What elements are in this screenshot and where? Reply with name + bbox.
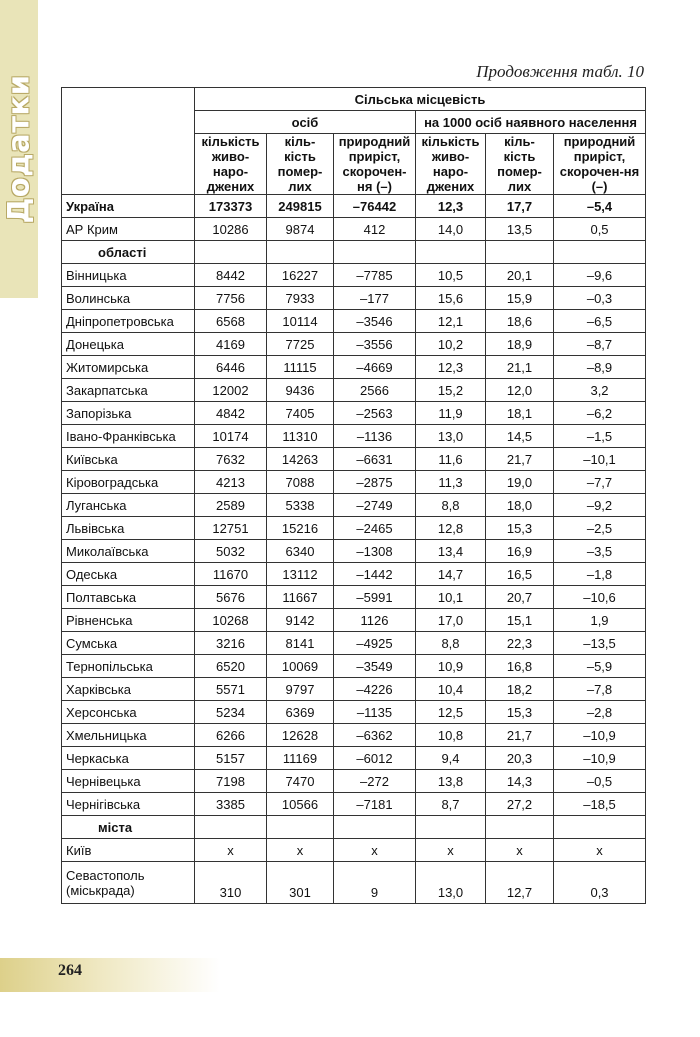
- region-name: Чернівецька: [62, 770, 195, 793]
- value-cell: 12,1: [416, 310, 486, 333]
- value-cell: –9,6: [554, 264, 646, 287]
- value-cell: 173373: [195, 195, 267, 218]
- value-cell: 13,5: [486, 218, 554, 241]
- value-cell: –4925: [334, 632, 416, 655]
- value-cell: 9797: [267, 678, 334, 701]
- value-cell: 8,8: [416, 494, 486, 517]
- value-cell: 1,9: [554, 609, 646, 632]
- region-name: Севастополь (міськрада): [62, 862, 195, 904]
- table-row: [62, 770, 646, 793]
- value-cell: 12,3: [416, 356, 486, 379]
- value-cell: 10,5: [416, 264, 486, 287]
- value-cell: 412: [334, 218, 416, 241]
- header-col-natural-growth: природний приріст, скорочен-ня (–): [334, 134, 416, 195]
- value-cell: [486, 241, 554, 264]
- table-row: [62, 563, 646, 586]
- value-cell: х: [486, 839, 554, 862]
- value-cell: –177: [334, 287, 416, 310]
- region-name: Запорізька: [62, 402, 195, 425]
- value-cell: –13,5: [554, 632, 646, 655]
- value-cell: 12,3: [416, 195, 486, 218]
- value-cell: –7,8: [554, 678, 646, 701]
- value-cell: 10286: [195, 218, 267, 241]
- value-cell: 8,8: [416, 632, 486, 655]
- page-number: 264: [58, 962, 82, 979]
- value-cell: 18,6: [486, 310, 554, 333]
- value-cell: 19,0: [486, 471, 554, 494]
- table-row: [62, 655, 646, 678]
- value-cell: –3,5: [554, 540, 646, 563]
- value-cell: –1136: [334, 425, 416, 448]
- table-row: [62, 333, 646, 356]
- value-cell: 11115: [267, 356, 334, 379]
- value-cell: 7470: [267, 770, 334, 793]
- header-per-1000: на 1000 осіб наявного населення: [416, 111, 646, 134]
- table-row: [62, 471, 646, 494]
- value-cell: 9: [334, 862, 416, 904]
- value-cell: 20,7: [486, 586, 554, 609]
- value-cell: –1442: [334, 563, 416, 586]
- region-name: Сумська: [62, 632, 195, 655]
- table-row: [62, 448, 646, 471]
- value-cell: [416, 241, 486, 264]
- value-cell: –2,5: [554, 517, 646, 540]
- value-cell: 12628: [267, 724, 334, 747]
- header-col-deaths: кіль-кість помер-лих: [267, 134, 334, 195]
- region-name: АР Крим: [62, 218, 195, 241]
- header-blank-cell: [62, 88, 195, 195]
- value-cell: 10,8: [416, 724, 486, 747]
- value-cell: 310: [195, 862, 267, 904]
- region-name: Миколаївська: [62, 540, 195, 563]
- header-col-natural-growth-rate: природний приріст, скорочен-ня (–): [554, 134, 646, 195]
- value-cell: 0,3: [554, 862, 646, 904]
- value-cell: 7632: [195, 448, 267, 471]
- value-cell: х: [416, 839, 486, 862]
- header-persons: осіб: [195, 111, 416, 134]
- region-name: Харківська: [62, 678, 195, 701]
- value-cell: х: [554, 839, 646, 862]
- value-cell: 2589: [195, 494, 267, 517]
- value-cell: 4842: [195, 402, 267, 425]
- value-cell: 11310: [267, 425, 334, 448]
- region-name: Житомирська: [62, 356, 195, 379]
- value-cell: 12751: [195, 517, 267, 540]
- value-cell: 15,3: [486, 517, 554, 540]
- value-cell: 6568: [195, 310, 267, 333]
- value-cell: 11,9: [416, 402, 486, 425]
- value-cell: 13,0: [416, 862, 486, 904]
- side-section-title: [0, 0, 38, 298]
- value-cell: [554, 816, 646, 839]
- value-cell: –272: [334, 770, 416, 793]
- value-cell: 15,1: [486, 609, 554, 632]
- value-cell: 4169: [195, 333, 267, 356]
- value-cell: 14263: [267, 448, 334, 471]
- region-name: Тернопільська: [62, 655, 195, 678]
- value-cell: 8,7: [416, 793, 486, 816]
- table-row: [62, 747, 646, 770]
- value-cell: [416, 816, 486, 839]
- value-cell: 14,0: [416, 218, 486, 241]
- value-cell: 11667: [267, 586, 334, 609]
- value-cell: 27,2: [486, 793, 554, 816]
- value-cell: 7198: [195, 770, 267, 793]
- value-cell: 7405: [267, 402, 334, 425]
- region-name: Київ: [62, 839, 195, 862]
- value-cell: [554, 241, 646, 264]
- group-label: області: [62, 241, 195, 264]
- header-col-births-rate: кількість живо-наро-джених: [416, 134, 486, 195]
- value-cell: 15,3: [486, 701, 554, 724]
- value-cell: 12,8: [416, 517, 486, 540]
- value-cell: 7756: [195, 287, 267, 310]
- value-cell: –2465: [334, 517, 416, 540]
- value-cell: 5338: [267, 494, 334, 517]
- value-cell: 16227: [267, 264, 334, 287]
- value-cell: –2875: [334, 471, 416, 494]
- region-name: Херсонська: [62, 701, 195, 724]
- value-cell: 9142: [267, 609, 334, 632]
- table-row: [62, 195, 646, 218]
- value-cell: 10114: [267, 310, 334, 333]
- value-cell: 11,6: [416, 448, 486, 471]
- value-cell: 20,1: [486, 264, 554, 287]
- value-cell: 18,1: [486, 402, 554, 425]
- value-cell: 21,1: [486, 356, 554, 379]
- table-row: [62, 793, 646, 816]
- value-cell: [267, 816, 334, 839]
- value-cell: 17,7: [486, 195, 554, 218]
- table-row: [62, 586, 646, 609]
- table-caption: Продовження табл. 10: [476, 62, 644, 81]
- value-cell: 11169: [267, 747, 334, 770]
- value-cell: х: [195, 839, 267, 862]
- value-cell: [195, 816, 267, 839]
- value-cell: 16,9: [486, 540, 554, 563]
- value-cell: –3549: [334, 655, 416, 678]
- table-row: [62, 287, 646, 310]
- value-cell: х: [334, 839, 416, 862]
- value-cell: 8141: [267, 632, 334, 655]
- value-cell: 8442: [195, 264, 267, 287]
- table-row: [62, 494, 646, 517]
- value-cell: –1,5: [554, 425, 646, 448]
- region-name: Луганська: [62, 494, 195, 517]
- region-name: Волинська: [62, 287, 195, 310]
- value-cell: 22,3: [486, 632, 554, 655]
- value-cell: 10566: [267, 793, 334, 816]
- value-cell: 15,2: [416, 379, 486, 402]
- value-cell: –10,6: [554, 586, 646, 609]
- value-cell: 10268: [195, 609, 267, 632]
- value-cell: 7933: [267, 287, 334, 310]
- value-cell: –76442: [334, 195, 416, 218]
- value-cell: 10174: [195, 425, 267, 448]
- value-cell: –6,2: [554, 402, 646, 425]
- value-cell: [486, 816, 554, 839]
- value-cell: –8,9: [554, 356, 646, 379]
- value-cell: 13,8: [416, 770, 486, 793]
- value-cell: 12,5: [416, 701, 486, 724]
- data-table: [61, 87, 646, 904]
- value-cell: –10,9: [554, 747, 646, 770]
- table-body: [62, 195, 646, 904]
- table-row: [62, 218, 646, 241]
- value-cell: 2566: [334, 379, 416, 402]
- value-cell: [267, 241, 334, 264]
- value-cell: 14,3: [486, 770, 554, 793]
- value-cell: 18,2: [486, 678, 554, 701]
- value-cell: 5234: [195, 701, 267, 724]
- table-row: [62, 839, 646, 862]
- value-cell: 18,0: [486, 494, 554, 517]
- value-cell: 5676: [195, 586, 267, 609]
- value-cell: 15216: [267, 517, 334, 540]
- table-row: [62, 241, 646, 264]
- value-cell: 18,9: [486, 333, 554, 356]
- value-cell: 10,2: [416, 333, 486, 356]
- region-name: Кіровоградська: [62, 471, 195, 494]
- table-row: [62, 724, 646, 747]
- region-name: Київська: [62, 448, 195, 471]
- table-row: [62, 310, 646, 333]
- table-row: [62, 264, 646, 287]
- value-cell: 5157: [195, 747, 267, 770]
- value-cell: 9436: [267, 379, 334, 402]
- value-cell: 6446: [195, 356, 267, 379]
- value-cell: х: [267, 839, 334, 862]
- value-cell: 21,7: [486, 724, 554, 747]
- header-rural: Сільська місцевість: [195, 88, 646, 111]
- value-cell: –8,7: [554, 333, 646, 356]
- value-cell: 13,4: [416, 540, 486, 563]
- table-row: [62, 862, 646, 904]
- group-label: міста: [62, 816, 195, 839]
- value-cell: 9874: [267, 218, 334, 241]
- region-name: Полтавська: [62, 586, 195, 609]
- value-cell: –10,1: [554, 448, 646, 471]
- table-row: [62, 402, 646, 425]
- value-cell: –3546: [334, 310, 416, 333]
- value-cell: 12,7: [486, 862, 554, 904]
- value-cell: –2563: [334, 402, 416, 425]
- value-cell: –0,5: [554, 770, 646, 793]
- value-cell: 3385: [195, 793, 267, 816]
- value-cell: –2,8: [554, 701, 646, 724]
- region-name: Хмельницька: [62, 724, 195, 747]
- value-cell: –1,8: [554, 563, 646, 586]
- value-cell: 13,0: [416, 425, 486, 448]
- side-section-title-text: Додатки: [2, 74, 36, 224]
- value-cell: –7785: [334, 264, 416, 287]
- value-cell: 6340: [267, 540, 334, 563]
- value-cell: –3556: [334, 333, 416, 356]
- value-cell: 10,1: [416, 586, 486, 609]
- region-name: Одеська: [62, 563, 195, 586]
- value-cell: –9,2: [554, 494, 646, 517]
- value-cell: 6369: [267, 701, 334, 724]
- region-name: Рівненська: [62, 609, 195, 632]
- value-cell: –5991: [334, 586, 416, 609]
- value-cell: [334, 241, 416, 264]
- value-cell: –7,7: [554, 471, 646, 494]
- value-cell: –6,5: [554, 310, 646, 333]
- value-cell: –10,9: [554, 724, 646, 747]
- region-name: Івано-Франківська: [62, 425, 195, 448]
- value-cell: 10069: [267, 655, 334, 678]
- region-name: Львівська: [62, 517, 195, 540]
- value-cell: 11670: [195, 563, 267, 586]
- table-row: [62, 356, 646, 379]
- value-cell: 21,7: [486, 448, 554, 471]
- table-row: [62, 425, 646, 448]
- value-cell: 301: [267, 862, 334, 904]
- value-cell: [195, 241, 267, 264]
- value-cell: 16,8: [486, 655, 554, 678]
- value-cell: 13112: [267, 563, 334, 586]
- value-cell: –18,5: [554, 793, 646, 816]
- value-cell: –6362: [334, 724, 416, 747]
- region-name: Черкаська: [62, 747, 195, 770]
- value-cell: 6266: [195, 724, 267, 747]
- table-row: [62, 379, 646, 402]
- value-cell: 10,4: [416, 678, 486, 701]
- table-row: [62, 517, 646, 540]
- value-cell: 249815: [267, 195, 334, 218]
- value-cell: 20,3: [486, 747, 554, 770]
- value-cell: 6520: [195, 655, 267, 678]
- value-cell: –1135: [334, 701, 416, 724]
- value-cell: 14,7: [416, 563, 486, 586]
- value-cell: 15,6: [416, 287, 486, 310]
- value-cell: –5,4: [554, 195, 646, 218]
- region-name: Закарпатська: [62, 379, 195, 402]
- value-cell: 16,5: [486, 563, 554, 586]
- value-cell: –2749: [334, 494, 416, 517]
- table-row: [62, 540, 646, 563]
- value-cell: 4213: [195, 471, 267, 494]
- value-cell: 10,9: [416, 655, 486, 678]
- value-cell: 12,0: [486, 379, 554, 402]
- value-cell: –4669: [334, 356, 416, 379]
- table-row: [62, 609, 646, 632]
- value-cell: –1308: [334, 540, 416, 563]
- value-cell: 11,3: [416, 471, 486, 494]
- table-row: [62, 632, 646, 655]
- value-cell: –7181: [334, 793, 416, 816]
- header-col-deaths-rate: кіль-кість помер-лих: [486, 134, 554, 195]
- region-name: Донецька: [62, 333, 195, 356]
- table-row: [62, 678, 646, 701]
- page-number-band: [0, 958, 220, 992]
- value-cell: 3,2: [554, 379, 646, 402]
- region-name: Чернігівська: [62, 793, 195, 816]
- value-cell: 1126: [334, 609, 416, 632]
- value-cell: –6631: [334, 448, 416, 471]
- region-name: Вінницька: [62, 264, 195, 287]
- value-cell: 15,9: [486, 287, 554, 310]
- value-cell: –5,9: [554, 655, 646, 678]
- value-cell: 5032: [195, 540, 267, 563]
- value-cell: 17,0: [416, 609, 486, 632]
- value-cell: 0,5: [554, 218, 646, 241]
- value-cell: –4226: [334, 678, 416, 701]
- value-cell: 3216: [195, 632, 267, 655]
- value-cell: 7725: [267, 333, 334, 356]
- table-row: [62, 701, 646, 724]
- table-row: [62, 816, 646, 839]
- value-cell: 14,5: [486, 425, 554, 448]
- value-cell: –6012: [334, 747, 416, 770]
- value-cell: –0,3: [554, 287, 646, 310]
- region-name: Україна: [62, 195, 195, 218]
- region-name: Дніпропетровська: [62, 310, 195, 333]
- value-cell: 12002: [195, 379, 267, 402]
- value-cell: 5571: [195, 678, 267, 701]
- value-cell: 9,4: [416, 747, 486, 770]
- value-cell: [334, 816, 416, 839]
- header-col-births: кількість живо-наро-джених: [195, 134, 267, 195]
- value-cell: 7088: [267, 471, 334, 494]
